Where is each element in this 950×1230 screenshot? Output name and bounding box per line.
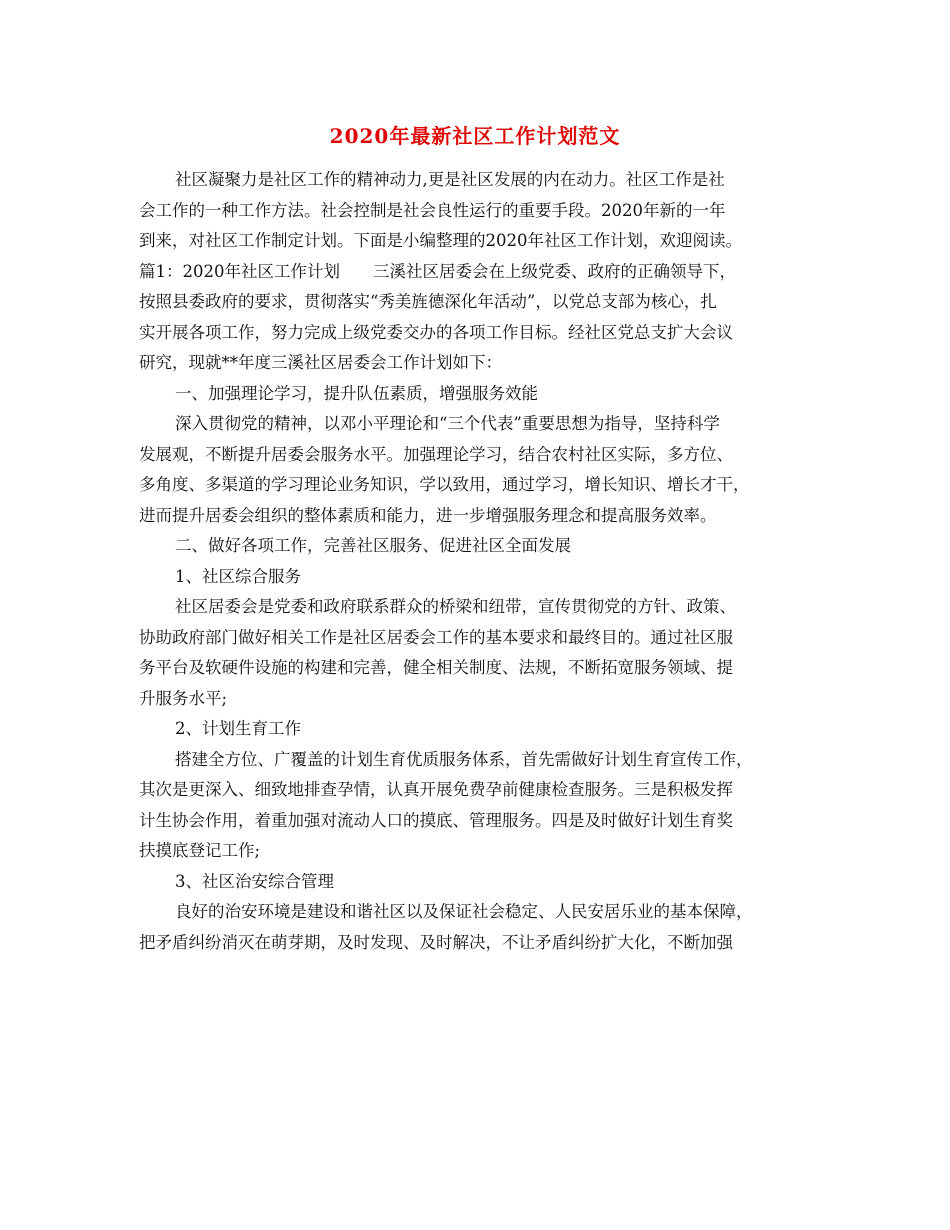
body-line: 社区居委会是党委和政府联系群众的桥梁和纽带，宣传贯彻党的方针、政策、 xyxy=(175,597,736,616)
body-line: 发展观，不断提升居委会服务水平。加强理论学习，结合农村社区实际，多方位、 xyxy=(139,444,733,464)
body-line: 升服务水平; xyxy=(139,688,228,708)
body-line: 计生协会作用，着重加强对流动人口的摸底、管理服务。四是及时做好计划生育奖 xyxy=(139,810,733,830)
body-line: 一、加强理论学习，提升队伍素质，增强服务效能 xyxy=(175,383,538,403)
body-line: 进而提升居委会组织的整体素质和能力，进一步增强服务理念和提高服务效率。 xyxy=(139,505,717,525)
body-line: 实开展各项工作，努力完成上级党委交办的各项工作目标。经社区党总支扩大会议 xyxy=(139,322,733,342)
body-line: 研究，现就**年度三溪社区居委会工作计划如下： xyxy=(139,353,502,372)
body-line: 按照县委政府的要求，贯彻落实“秀美旌德深化年活动”，以党总支部为核心，扎 xyxy=(139,292,717,311)
body-line: 二、做好各项工作，完善社区服务、促进社区全面发展 xyxy=(175,536,571,555)
body-line: 深入贯彻党的精神，以邓小平理论和“三个代表”重要思想为指导，坚持科学 xyxy=(175,414,720,433)
body-line: 务平台及软硬件设施的构建和完善，健全相关制度、法规，不断拓宽服务领域、提 xyxy=(139,658,733,677)
body-line: 1、社区综合服务 xyxy=(175,566,301,586)
body-line: 会工作的一种工作方法。社会控制是社会良性运行的重要手段。2020年新的一年 xyxy=(139,200,726,220)
body-line: 良好的治安环境是建设和谐社区以及保证社会稳定、人民安居乐业的基本保障， xyxy=(175,902,753,921)
body-line: 搭建全方位、广覆盖的计划生育优质服务体系，首先需做好计划生育宣传工作， xyxy=(175,749,753,769)
body-line: 社区凝聚力是社区工作的精神动力,更是社区发展的内在动力。社区工作是社 xyxy=(175,170,725,189)
document-body xyxy=(139,165,829,958)
document-title: 2020年最新社区工作计划范文 xyxy=(329,124,621,148)
body-line: 其次是更深入、细致地排查孕情，认真开展免费孕前健康检查服务。三是积极发挥 xyxy=(139,780,733,799)
body-line: 到来，对社区工作制定计划。下面是小编整理的2020年社区工作计划，欢迎阅读。 xyxy=(139,231,742,250)
body-line: 2、计划生育工作 xyxy=(175,719,301,738)
body-line: 把矛盾纠纷消灭在萌芽期，及时发现、及时解决，不让矛盾纠纷扩大化，不断加强 xyxy=(139,932,733,952)
body-line: 多角度、多渠道的学习理论业务知识，学以致用，通过学习，增长知识、增长才干， xyxy=(139,475,750,494)
body-line: 协助政府部门做好相关工作是社区居委会工作的基本要求和最终目的。通过社区服 xyxy=(139,627,733,647)
body-line: 篇1：2020年社区工作计划 三溪社区居委会在上级党委、政府的正确领导下， xyxy=(139,261,736,281)
body-line: 3、社区治安综合管理 xyxy=(175,871,334,891)
body-line: 扶摸底登记工作; xyxy=(139,841,261,860)
